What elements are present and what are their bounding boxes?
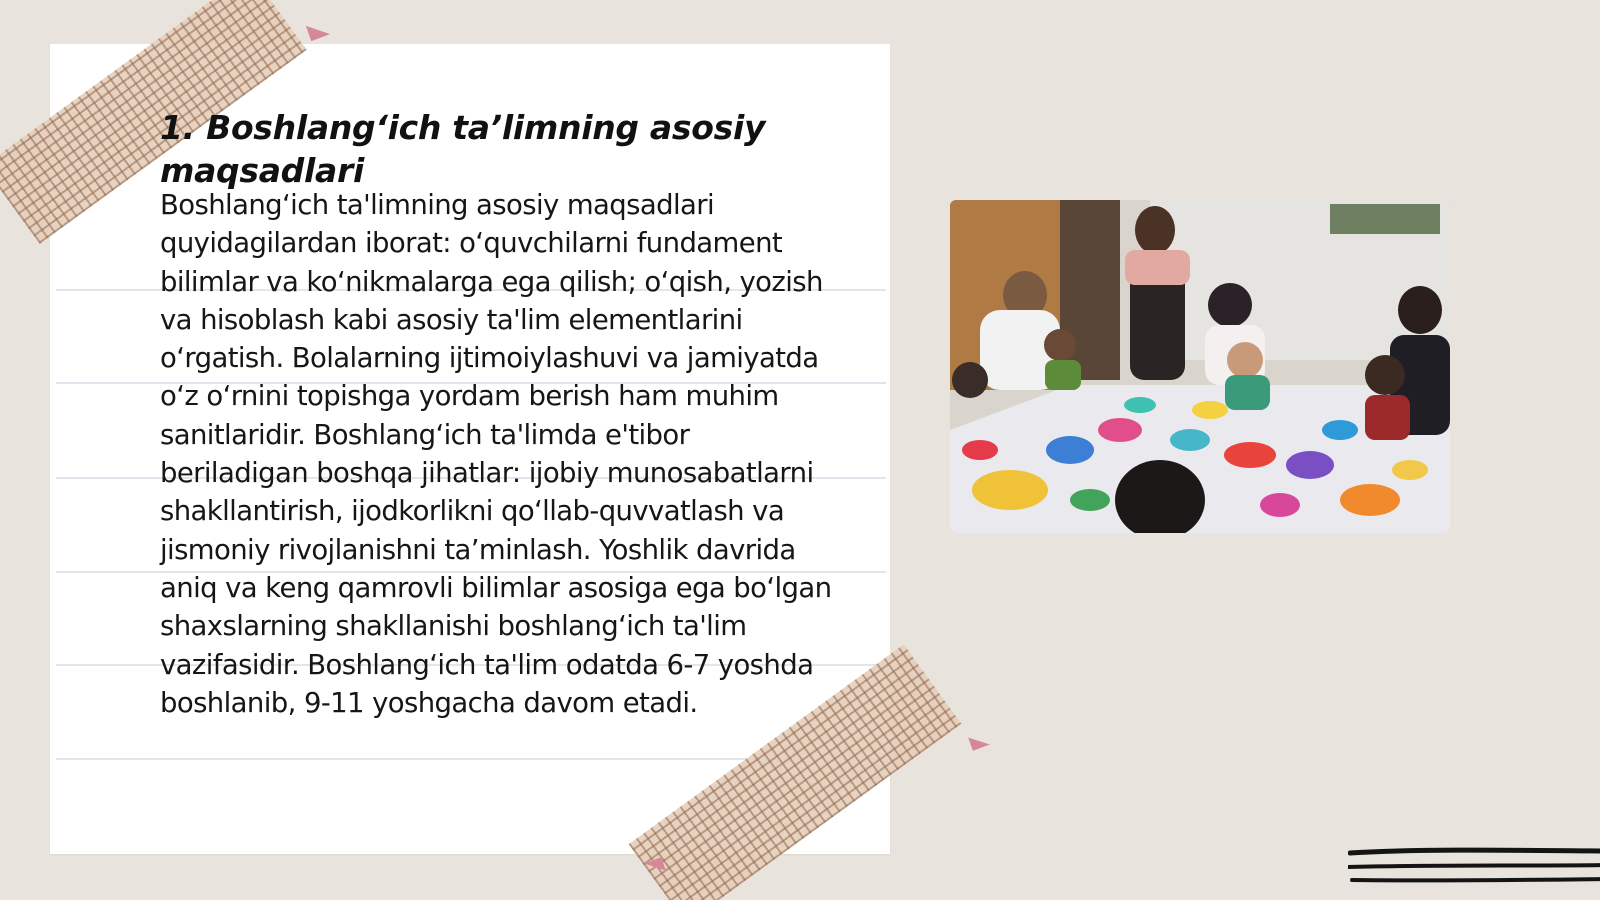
tape-tip-decoration <box>968 731 990 750</box>
tape-tip-decoration <box>306 19 330 41</box>
scribble-lines-decoration <box>1348 845 1600 895</box>
slide-body-text: Boshlang‘ich ta'limning asosiy maqsadlari quyidagilardan iborat: o‘quvchilarni fundament bilimlar va ko‘nikmalarga ega qilish; o‘qish, yozish va hisoblash kabi asosiy ta'lim elementlarini o‘rgatish. Bolalarning ijtimoiylashuvi va jamiyatda o‘z o‘rnini topishga yordam berish ham muhim sanitlaridir. Boshlang‘ich ta'limda e'tibor beriladigan boshqa jihatlar: ijobiy munosabatlarni shakllantirish, ijodkorlikni qo‘llab-quvvatlash va jismoniy rivojlanishni ta’minlash. Yoshlik davrida aniq va keng qamrovli bilimlar asosiga ega bo‘lgan shaxslarning shakllanishi boshlang‘ich ta'lim vazifasidir. Boshlang‘ich ta'lim odatda 6-7 yoshda boshlanib, 9-11 yoshgacha davom etadi. <box>160 189 832 719</box>
classroom-photo-illustration <box>950 200 1450 533</box>
classroom-photo <box>950 200 1450 533</box>
slide-title: 1. Boshlang‘ich ta’limning asosiy maqsadlari <box>160 108 766 190</box>
